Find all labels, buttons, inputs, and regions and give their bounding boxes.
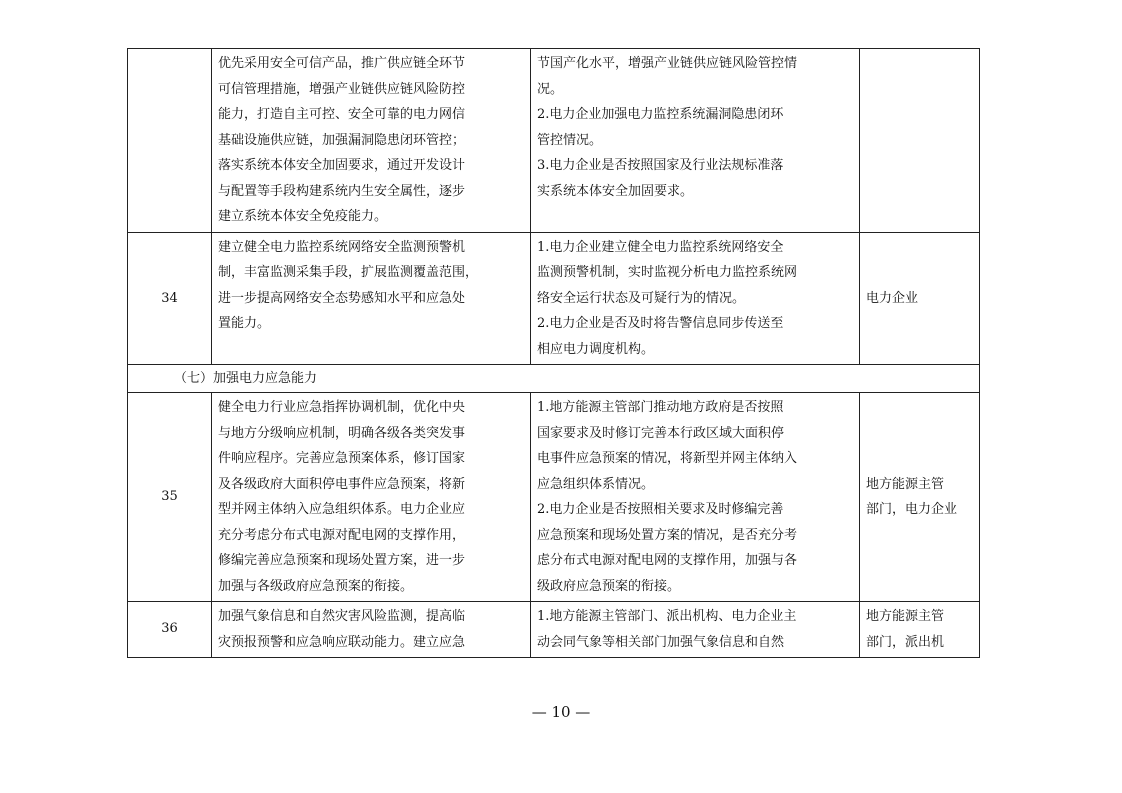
text-line: 可信管理措施，增强产业链供应链风险防控: [218, 81, 466, 97]
text-line: 1.地方能源主管部门、派出机构、电力企业主: [537, 609, 797, 624]
text-line: 与配置等手段构建系统内生安全属性，逐步: [218, 183, 466, 199]
text-line: 件响应程序。完善应急预案体系，修订国家: [218, 451, 466, 466]
text-line: 国家要求及时修订完善本行政区域大面积停: [537, 425, 785, 441]
text-line: 应急预案和现场处置方案的情况，是否充分考: [537, 527, 798, 543]
text-line: 部门，派出机: [866, 634, 945, 650]
text-line: 3.电力企业是否按照国家及行业法规标准落: [537, 158, 784, 173]
text-line: 型并网主体纳入应急组织体系。电力企业应: [218, 502, 466, 517]
text-line: 部门，电力企业: [866, 502, 958, 517]
text-line: 节国产化水平，增强产业链供应链风险管控情: [537, 56, 798, 71]
text-line: 应急组织体系情况。: [537, 476, 655, 492]
text-line: 实系统本体安全加固要求。: [537, 183, 694, 199]
text-line: 基础设施供应链，加强漏洞隐患闭环管控；: [218, 132, 466, 148]
text-line: 优先采用安全可信产品，推广供应链全环节: [218, 56, 466, 71]
text-line: 建立系统本体安全免疫能力。: [218, 209, 388, 224]
row-number: 36: [128, 602, 212, 658]
text-line: 2.电力企业是否及时将告警信息同步传送至: [537, 316, 784, 331]
text-line: 落实系统本体安全加固要求，通过开发设计: [218, 158, 466, 173]
table-row: [128, 602, 980, 658]
text-line: 虑分布式电源对配电网的支撑作用，加强与各: [537, 553, 798, 568]
text-line: 电力企业: [866, 290, 919, 306]
responsible-unit-cell: [860, 232, 980, 365]
measure-cell: [212, 49, 531, 233]
table-row: [128, 49, 980, 233]
text-line: 置能力。: [218, 316, 271, 331]
responsible-unit-cell: [860, 49, 980, 233]
measure-cell: [212, 602, 531, 658]
text-line: 地方能源主管: [866, 609, 945, 624]
text-line: 加强气象信息和自然灾害风险监测，提高临: [218, 609, 466, 624]
page-number: — 10 —: [531, 703, 591, 721]
text-line: 建立健全电力监控系统网络安全监测预警机: [218, 239, 466, 255]
text-line: 动会同气象等相关部门加强气象信息和自然: [537, 634, 785, 650]
text-line: 充分考虑分布式电源对配电网的支撑作用，: [218, 527, 466, 543]
requirements-table: [127, 48, 980, 658]
text-line: 电事件应急预案的情况，将新型并网主体纳入: [537, 451, 798, 466]
text-line: 级政府应急预案的衔接。: [537, 578, 681, 594]
text-line: 修编完善应急预案和现场处置方案，进一步: [218, 553, 466, 568]
table-row: [128, 232, 980, 365]
text-line: 相应电力调度机构。: [537, 341, 655, 357]
criteria-cell: [531, 232, 860, 365]
text-line: 灾预报预警和应急响应联动能力。建立应急: [218, 634, 466, 650]
text-line: 加强与各级政府应急预案的衔接。: [218, 578, 414, 594]
criteria-cell: [531, 393, 860, 602]
text-line: 地方能源主管: [866, 476, 945, 492]
text-line: 监测预警机制，实时监视分析电力监控系统网: [537, 265, 798, 280]
text-line: 进一步提高网络安全态势感知水平和应急处: [218, 290, 466, 306]
responsible-unit-cell: [860, 393, 980, 602]
text-line: 及各级政府大面积停电事件应急预案，将新: [218, 476, 466, 492]
criteria-cell: [531, 49, 860, 233]
section-row: [128, 365, 980, 393]
criteria-cell: [531, 602, 860, 658]
text-line: 1.地方能源主管部门推动地方政府是否按照: [537, 400, 784, 415]
row-number: 35: [128, 393, 212, 602]
text-line: 2.电力企业是否按照相关要求及时修编完善: [537, 502, 784, 517]
section-heading: （七）加强电力应急能力: [128, 365, 980, 393]
text-line: 管控情况。: [537, 132, 603, 148]
text-line: 与地方分级响应机制，明确各级各类突发事: [218, 425, 466, 441]
text-line: 制，丰富监测采集手段，扩展监测覆盖范围，: [218, 265, 479, 280]
text-line: 况。: [537, 81, 564, 97]
responsible-unit-cell: [860, 602, 980, 658]
measure-cell: [212, 232, 531, 365]
text-line: 络安全运行状态及可疑行为的情况。: [537, 290, 746, 306]
row-number: [128, 49, 212, 233]
row-number: 34: [128, 232, 212, 365]
table-row: [128, 393, 980, 602]
text-line: 1.电力企业建立健全电力监控系统网络安全: [537, 239, 784, 255]
text-line: 健全电力行业应急指挥协调机制，优化中央: [218, 400, 466, 415]
text-line: 2.电力企业加强电力监控系统漏洞隐患闭环: [537, 107, 784, 122]
measure-cell: [212, 393, 531, 602]
text-line: 能力，打造自主可控、安全可靠的电力网信: [218, 107, 466, 122]
